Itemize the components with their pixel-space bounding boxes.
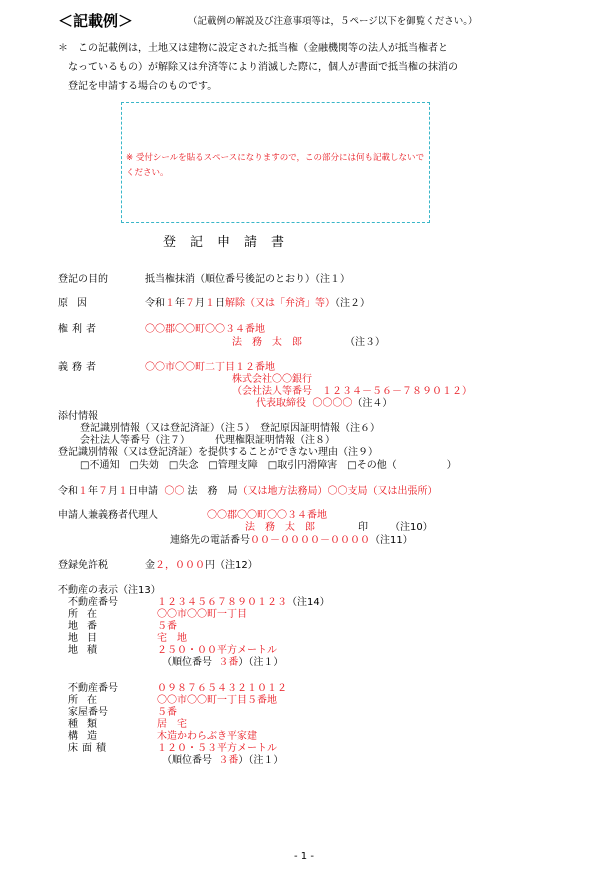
- tax-amount: ２，０００: [155, 560, 205, 571]
- agent-label: 申請人兼義務者代理人: [58, 510, 158, 521]
- agent-address: 〇〇郡〇〇町〇〇３４番地: [207, 510, 327, 521]
- cause-month-unit: 月: [195, 298, 205, 309]
- land-rank-suffix: ）（注１）: [238, 657, 284, 668]
- cause-year: １: [165, 298, 175, 309]
- land-rank-line: [162, 656, 283, 669]
- description-line-2: なっているもの）が解除又は弁済等により消滅した際に，個人が書面で抵当権の抹消の: [68, 62, 458, 73]
- header-note: （記載例の解説及び注意事項等は，５ページ以下を御覧ください。）: [188, 16, 478, 27]
- building-floor-label: 床面積: [68, 743, 110, 754]
- attachments-label: 添付情報: [58, 411, 98, 422]
- building-house-label: 家屋番号: [68, 707, 108, 718]
- obligor-label: 義務者: [58, 362, 100, 373]
- obligor-company: 株式会社〇〇銀行: [232, 374, 312, 385]
- no-provision-reason-label: 登記識別情報（又は登記済証）を提供することができない理由（注９）: [58, 447, 378, 458]
- land-rank: ３番: [218, 657, 239, 668]
- holder-address: 〇〇郡〇〇町〇〇３４番地: [145, 324, 265, 335]
- app-era: 令和: [58, 486, 78, 497]
- cause-reason: 解除（又は「弁済」等）: [225, 298, 335, 309]
- land-number-label: 不動産番号: [68, 597, 118, 608]
- land-number-note: （注14）: [287, 597, 330, 608]
- purpose-label: 登記の目的: [58, 274, 108, 285]
- cause-note: （注２）: [335, 298, 370, 309]
- land-location-label: 所在: [68, 609, 106, 620]
- app-office-alt: （又は地方法務局）: [237, 486, 328, 497]
- app-office-prefix: 〇〇: [164, 486, 185, 497]
- app-year-unit: 年: [88, 486, 98, 497]
- building-structure-label: 構造: [68, 731, 106, 742]
- obligor-representative: [256, 397, 392, 410]
- land-number: １２３４５６７８９０１２３: [157, 597, 287, 608]
- land-rank-prefix: （順位番号: [162, 657, 212, 668]
- obligor-rep-title: 代表取締役: [256, 398, 306, 409]
- page-number: - 1 -: [294, 851, 314, 862]
- tax-unit: 円: [205, 560, 215, 571]
- building-number-label: 不動産番号: [68, 683, 118, 694]
- obligor-corp-number: （会社法人等番号 １２３４－５６－７８９０１２）: [232, 386, 472, 397]
- holder-note: （注３）: [345, 337, 385, 348]
- agent-phone-line: [170, 534, 413, 547]
- building-structure: 木造かわらぶき平家建: [157, 731, 257, 742]
- app-day: １: [118, 486, 128, 497]
- tax-prefix: 金: [145, 560, 155, 571]
- attachments-line-2: 会社法人等番号（注７） 代理権限証明情報（注８）: [80, 435, 335, 446]
- land-lot: ５番: [157, 621, 177, 632]
- building-floor-area: １２０・５３平方メートル: [157, 743, 277, 754]
- land-area-label: 地積: [68, 645, 106, 656]
- no-provision-reason-options: □不通知 □失効 □失念 □管理支障 □取引円滑障害 □その他（ ）: [80, 460, 457, 471]
- obligor-rep-name: 〇〇〇〇: [312, 398, 353, 409]
- property-label: 不動産の表示（注13）: [58, 585, 161, 596]
- tax-value: [145, 559, 258, 572]
- holder-label: 権利者: [58, 324, 100, 335]
- building-rank-suffix: ）（注１）: [238, 755, 284, 766]
- app-day-unit: 日申請: [128, 486, 158, 497]
- building-house-number: ５番: [157, 707, 177, 718]
- building-number: ０９８７６５４３２１０１２: [157, 683, 287, 694]
- purpose-value: 抵当権抹消（順位番号後記のとおり）（注１）: [145, 274, 350, 285]
- example-title: ＜記載例＞: [58, 12, 134, 30]
- land-lot-label: 地番: [68, 621, 106, 632]
- description-line-1: ＊ この記載例は，土地又は建物に設定された抵当権（金融機関等の法人が抵当権者と: [58, 43, 448, 54]
- cause-value: [145, 297, 370, 310]
- app-month: ７: [98, 486, 108, 497]
- cause-year-unit: 年: [175, 298, 185, 309]
- agent-phone: ００－００００－００００: [250, 535, 370, 546]
- document-title: 登記申請書: [163, 235, 299, 250]
- land-area: ２５０・００平方メートル: [157, 645, 277, 656]
- description-line-3: 登記を申請する場合のものです。: [68, 81, 218, 92]
- agent-name: 法 務 太 郎: [245, 522, 315, 533]
- app-month-unit: 月: [108, 486, 118, 497]
- building-location: 〇〇市〇〇町一丁目５番地: [157, 695, 277, 706]
- agent-phone-label: 連絡先の電話番号: [170, 535, 250, 546]
- app-year: １: [78, 486, 88, 497]
- application-line: [58, 485, 438, 498]
- land-category: 宅 地: [157, 633, 187, 644]
- obligor-address: 〇〇市〇〇町二丁目１２番地: [145, 362, 275, 373]
- app-office: 法 務 局: [187, 486, 238, 497]
- building-rank-line: [162, 754, 283, 767]
- land-category-label: 地目: [68, 633, 106, 644]
- tax-note: （注12）: [215, 560, 258, 571]
- obligor-note: （注４）: [352, 398, 393, 409]
- cause-era: 令和: [145, 298, 165, 309]
- agent-note: （注10）: [390, 522, 433, 533]
- cause-label: 原因: [58, 298, 96, 309]
- land-location: 〇〇市〇〇町一丁目: [157, 609, 247, 620]
- building-kind-label: 種類: [68, 719, 106, 730]
- building-location-label: 所在: [68, 695, 106, 706]
- building-rank-prefix: （順位番号: [162, 755, 212, 766]
- reception-seal-area: [121, 102, 430, 223]
- building-kind: 居 宅: [157, 719, 187, 730]
- app-branch-alt: （又は出張所）: [367, 486, 438, 497]
- holder-name: 法 務 太 郎: [232, 337, 302, 348]
- cause-day: １: [205, 298, 215, 309]
- building-rank: ３番: [218, 755, 239, 766]
- attachments-line-1: 登記識別情報（又は登記済証）（注５） 登記原因証明情報（注６）: [80, 423, 380, 434]
- app-branch: 〇〇支局: [327, 486, 368, 497]
- agent-seal: 印: [358, 522, 368, 533]
- tax-label: 登録免許税: [58, 560, 108, 571]
- cause-day-unit: 日: [215, 298, 225, 309]
- agent-phone-note: （注11）: [370, 535, 413, 546]
- cause-month: ７: [185, 298, 195, 309]
- reception-seal-notice: ※ 受付シールを貼るスペースになりますので，この部分には何も記載しないでください。: [126, 153, 425, 178]
